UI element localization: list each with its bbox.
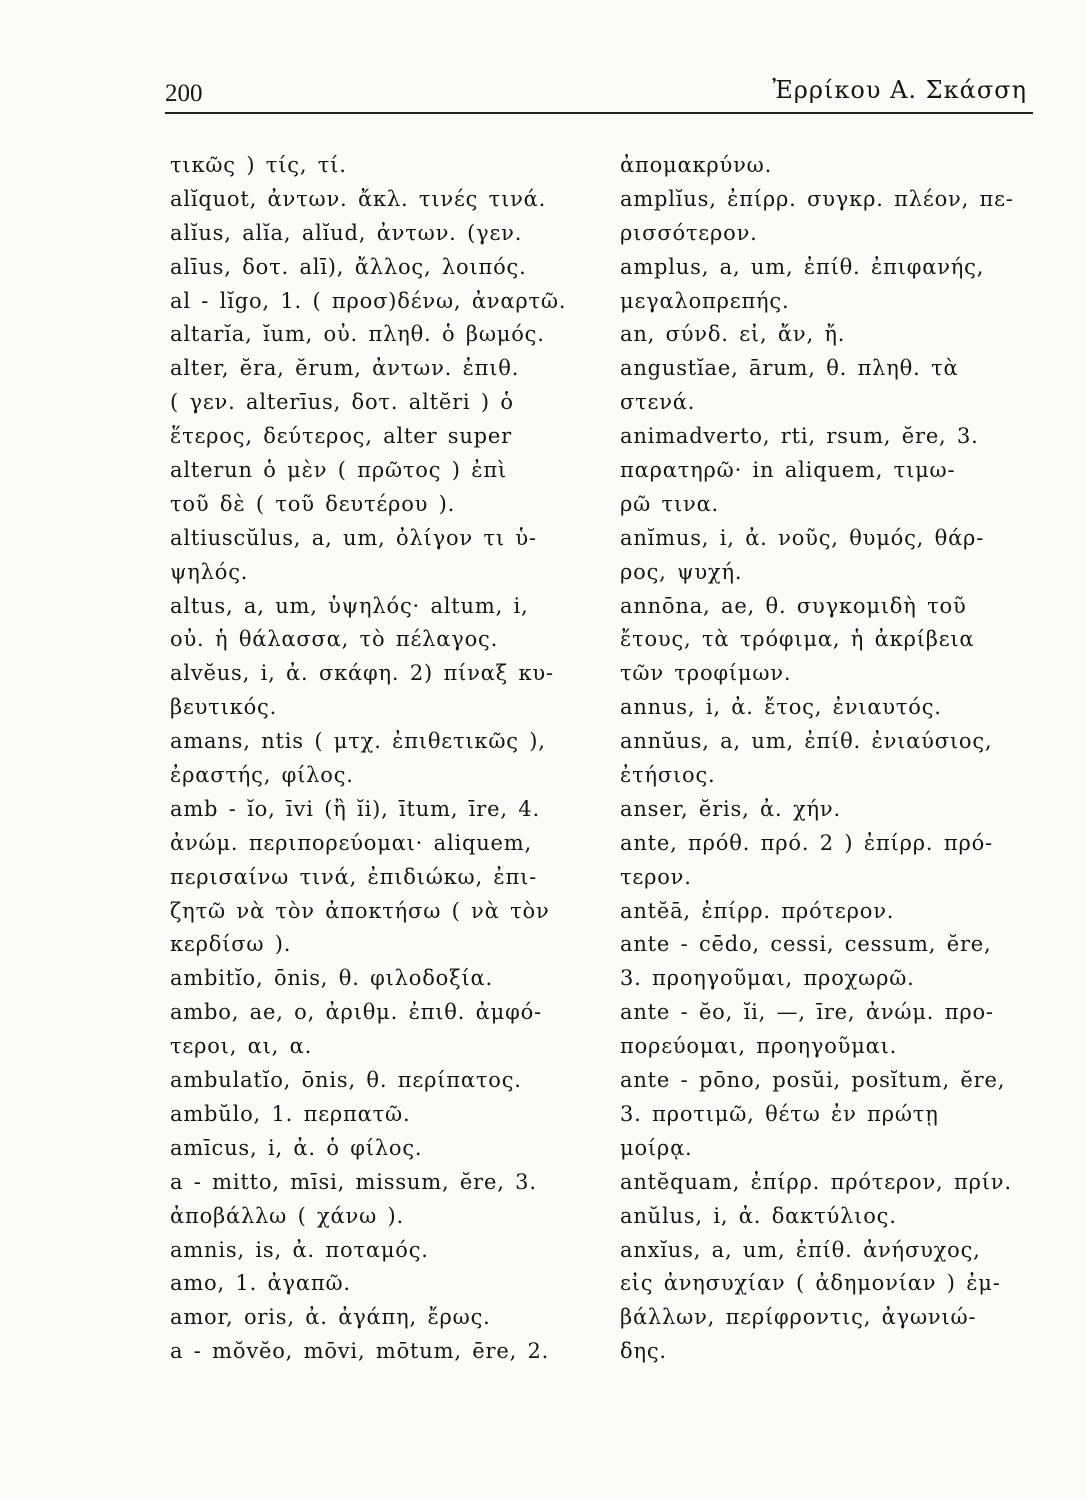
dictionary-line: a - mŏvĕo, mōvi, mōtum, ēre, 2.	[170, 1339, 550, 1364]
dictionary-line: amīcus, i, ἀ. ὁ φίλος.	[170, 1135, 423, 1160]
dictionary-line: antĕquam, ἐπίρρ. πρότερον, πρίν.	[620, 1169, 1012, 1194]
dictionary-line: βευτικός.	[170, 695, 278, 720]
right-column	[620, 149, 1038, 1369]
running-title: Ἐρρίκου Α. Σκάσση	[772, 76, 1027, 104]
dictionary-line: δης.	[620, 1339, 667, 1364]
dictionary-line: 3. προτιμῶ, θέτω ἐν πρώτῃ	[620, 1101, 939, 1126]
dictionary-line: alterun ὁ μὲν ( πρῶτος ) ἐπὶ	[170, 458, 507, 483]
dictionary-line: animadverto, rti, rsum, ĕre, 3.	[620, 424, 979, 449]
dictionary-line: anxĭus, a, um, ἐπίθ. ἀνήσυχος,	[620, 1237, 981, 1262]
page-number: 200	[165, 80, 203, 107]
dictionary-line: a - mitto, mīsi, missum, ĕre, 3.	[170, 1169, 537, 1194]
dictionary-line: ( γεν. alterīus, δοτ. altĕri ) ὁ	[170, 390, 514, 415]
dictionary-line: amans, ntis ( μτχ. ἐπιθετικῶς ),	[170, 729, 546, 754]
dictionary-line: ambulatĭo, ōnis, θ. περίπατος.	[170, 1068, 522, 1093]
dictionary-line: μεγαλοπρεπής.	[620, 288, 790, 313]
dictionary-line: anĭmus, i, ἀ. νοῦς, θυμός, θάρ-	[620, 525, 985, 550]
dictionary-line: alĭquot, ἀντων. ἄκλ. τινές τινά.	[170, 186, 547, 211]
dictionary-line: annus, i, ἀ. ἔτος, ἐνιαυτός.	[620, 695, 942, 720]
dictionary-line: anser, ĕris, ἀ. χήν.	[620, 796, 841, 821]
dictionary-line: antĕā, ἐπίρρ. πρότερον.	[620, 898, 895, 923]
left-column	[170, 149, 588, 1369]
dictionary-line: τικῶς ) τίς, τί.	[170, 153, 347, 177]
dictionary-line: ἐραστής, φίλος.	[170, 763, 354, 788]
dictionary-line: alĭus, alĭa, alĭud, ἀντων. (γεν.	[170, 220, 523, 245]
dictionary-line: alvĕus, i, ἀ. σκάφη. 2) πίναξ κυ-	[170, 661, 554, 686]
dictionary-line: ἀνώμ. περιπορεύομαι· aliquem,	[170, 830, 532, 855]
dictionary-line: κερδίσω ).	[170, 932, 292, 957]
dictionary-line: annŭus, a, um, ἐπίθ. ἐνιαύσιος,	[620, 729, 993, 754]
dictionary-line: ambŭlo, 1. περπατῶ.	[170, 1101, 411, 1126]
dictionary-line: ante - cēdo, cessi, cessum, ĕre,	[620, 932, 992, 957]
header-rule	[165, 112, 1033, 114]
dictionary-line: ἔτους, τὰ τρόφιμα, ἡ ἀκρίβεια	[620, 627, 975, 652]
dictionary-line: βάλλων, περίφροντις, ἀγωνιώ-	[620, 1305, 977, 1330]
dictionary-line: τερον.	[620, 864, 692, 889]
dictionary-line: τεροι, αι, α.	[170, 1034, 313, 1059]
dictionary-line: ζητῶ νὰ τὸν ἀποκτήσω ( νὰ τὸν	[170, 898, 550, 923]
dictionary-line: altarĭa, ĭum, οὐ. πληθ. ὁ βωμός.	[170, 322, 545, 347]
dictionary-line: περισαίνω τινά, ἐπιδιώκω, ἐπι-	[170, 864, 538, 889]
dictionary-line: παρατηρῶ· in aliquem, τιμω-	[620, 458, 956, 483]
dictionary-line: amnis, is, ἀ. ποταμός.	[170, 1237, 429, 1262]
dictionary-line: ante - pōno, posŭi, posĭtum, ĕre,	[620, 1068, 1006, 1093]
dictionary-line: τοῦ δὲ ( τοῦ δευτέρου ).	[170, 491, 456, 516]
dictionary-line: amplus, a, um, ἐπίθ. ἐπιφανής,	[620, 254, 985, 279]
dictionary-line: ambitĭo, ōnis, θ. φιλοδοξία.	[170, 966, 493, 991]
dictionary-line: στενά.	[620, 390, 696, 415]
dictionary-line: μοίρᾳ.	[620, 1135, 693, 1160]
dictionary-line: angustĭae, ārum, θ. πληθ. τὰ	[620, 356, 959, 381]
dictionary-line: εἰς ἀνησυχίαν ( ἀδημονίαν ) ἐμ-	[620, 1271, 1001, 1296]
dictionary-line: ante, πρόθ. πρό. 2 ) ἐπίρρ. πρό-	[620, 830, 993, 855]
dictionary-line: anŭlus, i, ἀ. δακτύλιος.	[620, 1203, 897, 1228]
dictionary-line: ρισσότερον.	[620, 220, 758, 245]
dictionary-line: ἀπομακρύνω.	[620, 153, 773, 177]
dictionary-line: ἐτήσιος.	[620, 763, 716, 788]
dictionary-line: amplĭus, ἐπίρρ. συγκρ. πλέον, πε-	[620, 186, 1014, 211]
dictionary-line: οὐ. ἡ θάλασσα, τὸ πέλαγος.	[170, 627, 499, 652]
dictionary-line: ante - ĕo, ĭi, —, īre, ἀνώμ. προ-	[620, 1000, 994, 1025]
dictionary-line: altiuscŭlus, a, um, ὀλίγον τι ὑ-	[170, 525, 537, 550]
dictionary-line: altus, a, um, ὑψηλός· altum, i,	[170, 593, 529, 618]
dictionary-line: amo, 1. ἀγαπῶ.	[170, 1271, 351, 1296]
dictionary-line: ἀποβάλλω ( χάνω ).	[170, 1203, 404, 1228]
dictionary-line: an, σύνδ. εἰ, ἄν, ἤ.	[620, 322, 846, 347]
dictionary-line: alter, ĕra, ĕrum, ἀντων. ἐπιθ.	[170, 356, 520, 381]
dictionary-line: amor, oris, ἀ. ἀγάπη, ἔρως.	[170, 1305, 491, 1330]
dictionary-line: ρος, ψυχή.	[620, 559, 743, 584]
dictionary-line: al - lĭgo, 1. ( προσ)δένω, ἀναρτῶ.	[170, 288, 567, 313]
dictionary-line: ἕτερος, δεύτερος, alter super	[170, 424, 512, 449]
dictionary-line: πορεύομαι, προηγοῦμαι.	[620, 1034, 898, 1059]
dictionary-line: τῶν τροφίμων.	[620, 661, 792, 686]
dictionary-line: ρῶ τινα.	[620, 491, 720, 516]
dictionary-line: amb - ĭo, īvi (ἢ ĭi), ītum, īre, 4.	[170, 796, 540, 821]
dictionary-line: 3. προηγοῦμαι, προχωρῶ.	[620, 966, 915, 991]
dictionary-line: annōna, ae, θ. συγκομιδὴ τοῦ	[620, 593, 967, 618]
dictionary-line: ambo, ae, o, ἀριθμ. ἐπιθ. ἀμφό-	[170, 1000, 542, 1025]
dictionary-line: ψηλός.	[170, 559, 249, 584]
dictionary-line: alīus, δοτ. alī), ἄλλος, λοιπός.	[170, 254, 527, 279]
